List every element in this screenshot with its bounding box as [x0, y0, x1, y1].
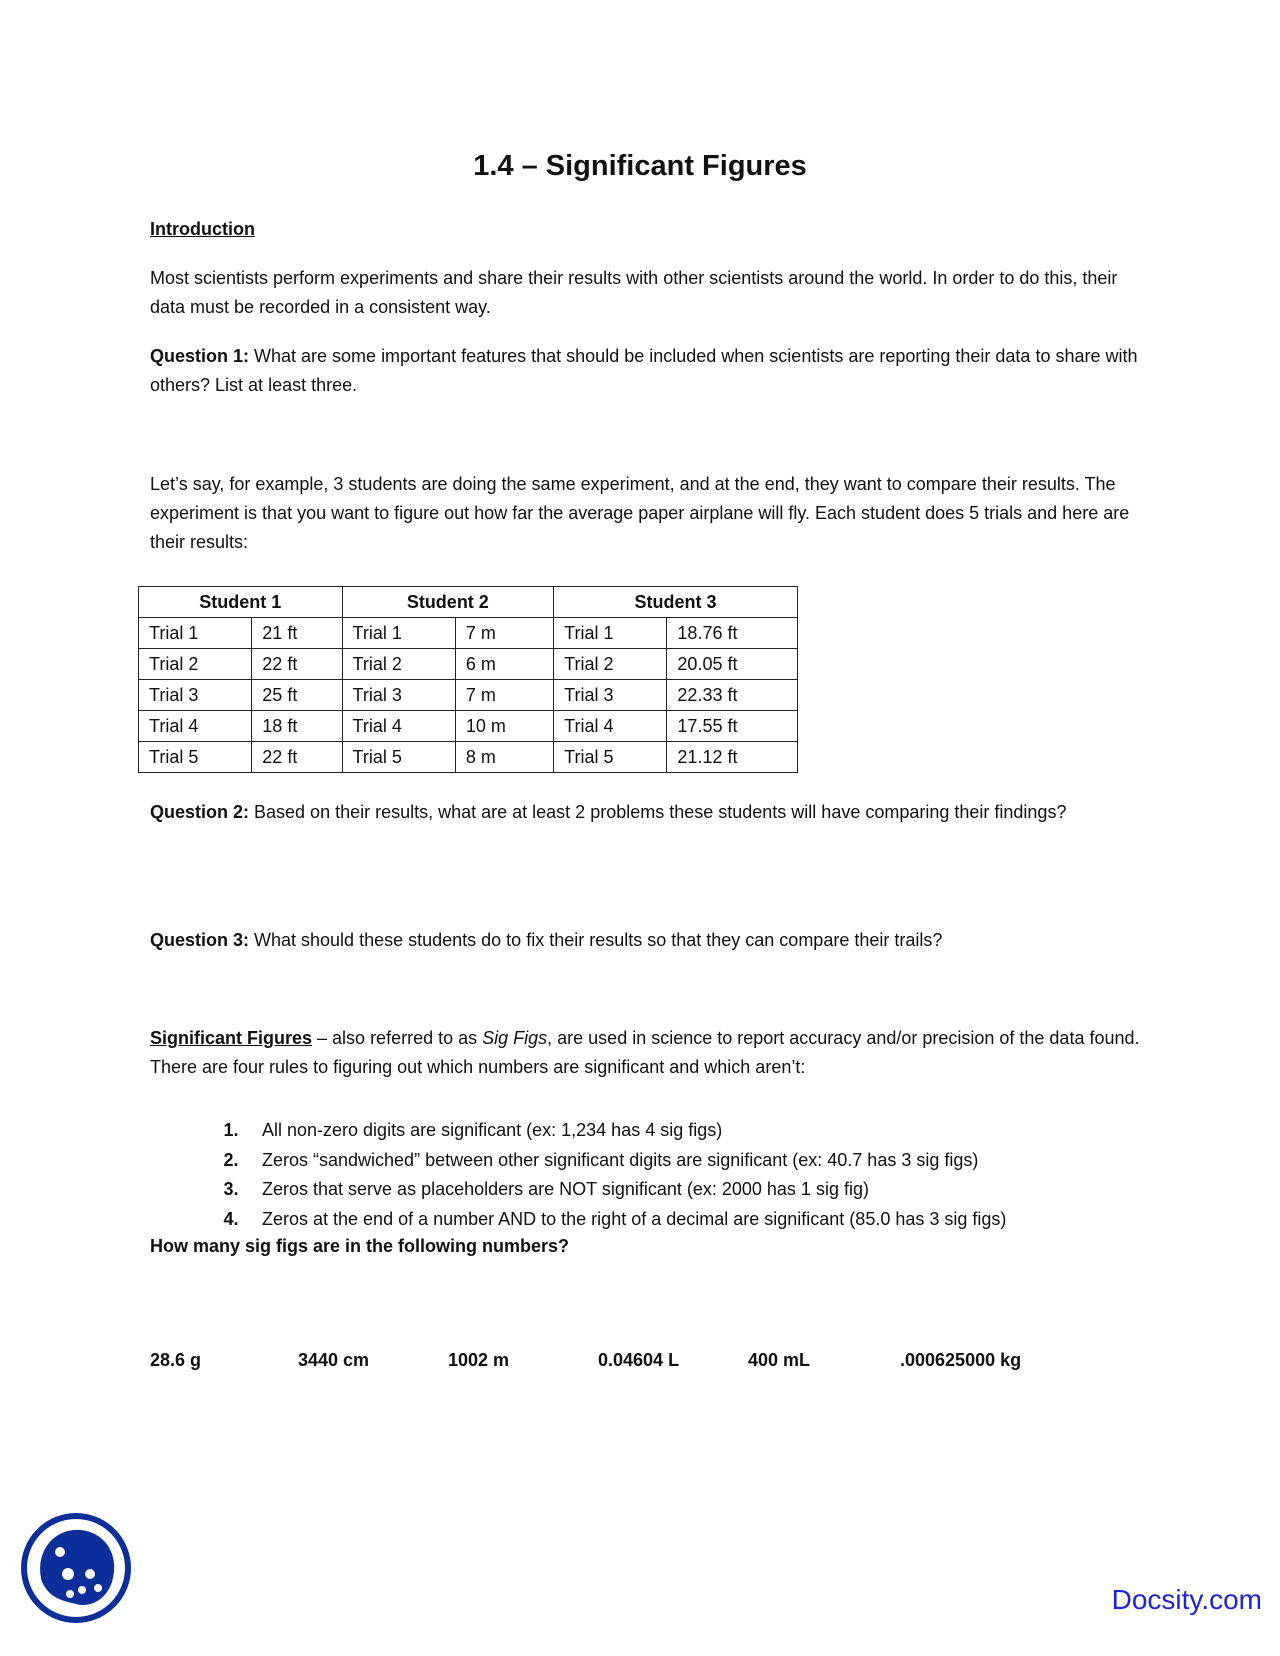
- table-cell: 10 m: [455, 711, 553, 742]
- table-header-row: [139, 587, 798, 618]
- list-item: 1. All non-zero digits are significant (ex: 1,234 has 4 sig figs): [223, 1120, 723, 1140]
- table-cell: Trial 3: [139, 680, 252, 711]
- table-cell: Trial 1: [554, 618, 667, 649]
- table-cell: 22 ft: [252, 649, 342, 680]
- list-item: 2. Zeros “sandwiched” between other significant digits are significant (ex: 40.7 has 3 sig figs): [223, 1149, 979, 1170]
- number-item: 0.04604 L: [598, 1350, 680, 1370]
- student-3-header: Student 3: [554, 587, 798, 618]
- table-row: [139, 742, 798, 773]
- question-3-text: What should these students do to fix their results so that they can compare their trails?: [249, 930, 943, 950]
- table-cell: Trial 1: [342, 618, 455, 649]
- table-row: [139, 711, 798, 742]
- question-1: [150, 342, 1140, 400]
- table-cell: Trial 3: [554, 680, 667, 711]
- list-item: 4. Zeros at the end of a number AND to the right of a decimal are significant (85.0 has 3 sig figs): [223, 1208, 1007, 1229]
- table-cell: Trial 4: [139, 711, 252, 742]
- table-cell: 6 m: [455, 649, 553, 680]
- table-cell: 25 ft: [252, 680, 342, 711]
- number-item: .000625000 kg: [900, 1350, 1022, 1370]
- question-1-label: Question 1:: [150, 346, 250, 366]
- table-cell: 22 ft: [252, 742, 342, 773]
- sig-figs-paragraph: Significant Figures – also referred to as Sig Figs, are used in science to report accuracy and/or precision of the data found. There are four rules to figuring out which numbers are significant and which aren’t:: [150, 1028, 1140, 1077]
- brand-link[interactable]: Docsity.com: [1111, 1584, 1262, 1615]
- intro-heading: Introduction: [150, 219, 255, 239]
- intro-paragraph: Most scientists perform experiments and share their results with other scientists around the world. In order to do this, their data must be recorded in a consistent way.: [150, 268, 1118, 317]
- table-cell: 22.33 ft: [667, 680, 798, 711]
- example-paragraph: Let’s say, for example, 3 students are doing the same experiment, and at the end, they want to compare their results. The experiment is that you want to figure out how far the average paper airplane will fly. Each student does 5 trials and here are their results:: [150, 474, 1130, 552]
- docsity-logo-icon: [20, 1512, 132, 1624]
- table-cell: 18 ft: [252, 711, 342, 742]
- table-cell: Trial 4: [554, 711, 667, 742]
- table-cell: 18.76 ft: [667, 618, 798, 649]
- table-row: [139, 618, 798, 649]
- table-cell: Trial 5: [554, 742, 667, 773]
- table-row: [139, 680, 798, 711]
- number-item: 28.6 g: [150, 1350, 202, 1370]
- question-2-text: Based on their results, what are at least 2 problems these students will have comparing their findings?: [249, 802, 1067, 822]
- number-item: 1002 m: [448, 1350, 510, 1370]
- table-cell: 20.05 ft: [667, 649, 798, 680]
- table-cell: Trial 5: [342, 742, 455, 773]
- table-cell: 8 m: [455, 742, 553, 773]
- table-cell: Trial 2: [342, 649, 455, 680]
- question-2-label: Question 2:: [150, 802, 250, 822]
- table-cell: Trial 2: [554, 649, 667, 680]
- table-row: [139, 649, 798, 680]
- table-cell: 21 ft: [252, 618, 342, 649]
- question-3: [150, 926, 1140, 955]
- question-3-label: Question 3:: [150, 930, 250, 950]
- table-cell: Trial 3: [342, 680, 455, 711]
- question-2: [150, 798, 1140, 827]
- table-cell: 7 m: [455, 618, 553, 649]
- page-title: 1.4 – Significant Figures: [473, 150, 807, 182]
- student-2-header: Student 2: [342, 587, 554, 618]
- rules-list: [200, 1116, 1140, 1234]
- number-item: 3440 cm: [298, 1350, 370, 1370]
- table-cell: 17.55 ft: [667, 711, 798, 742]
- table-cell: Trial 2: [139, 649, 252, 680]
- results-table: [138, 586, 798, 773]
- table-cell: Trial 5: [139, 742, 252, 773]
- list-item: 3. Zeros that serve as placeholders are NOT significant (ex: 2000 has 1 sig fig): [223, 1179, 869, 1199]
- sig-figs-term: Significant Figures: [150, 1028, 313, 1048]
- table-cell: 7 m: [455, 680, 553, 711]
- student-1-header: Student 1: [139, 587, 343, 618]
- sig-figs-prompt: How many sig figs are in the following numbers?: [150, 1236, 570, 1256]
- question-1-text: What are some important features that should be included when scientists are reporting their data to share with others? List at least three.: [150, 346, 1138, 395]
- table-cell: Trial 1: [139, 618, 252, 649]
- table-cell: Trial 4: [342, 711, 455, 742]
- number-item: 400 mL: [748, 1350, 811, 1370]
- table-cell: 21.12 ft: [667, 742, 798, 773]
